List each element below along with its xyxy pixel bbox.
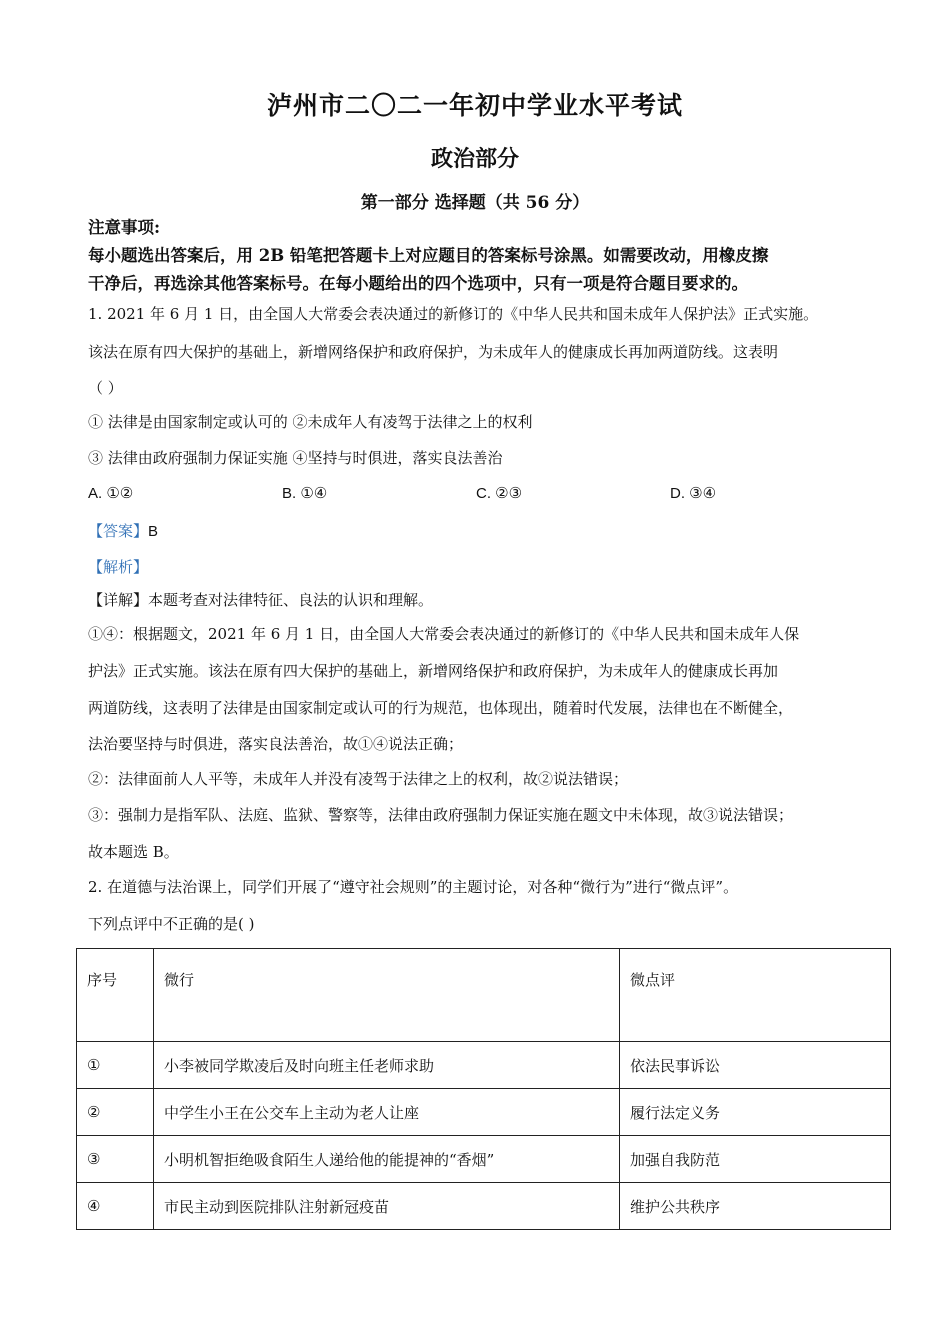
notice-line-2: 干净后，再选涂其他答案标号。在每小题给出的四个选项中，只有一项是符合题目要求的。 [88, 274, 748, 293]
q1-option-b: B. ①④ [282, 485, 328, 502]
exam-subtitle: 政治部分 [430, 146, 519, 172]
q1-statements-2: ③ 法律由政府强制力保证实施 ④坚持与时俱进，落实良法善治 [88, 449, 503, 467]
table-row [77, 1089, 891, 1136]
q1-option-a: A. ①② [88, 485, 134, 502]
q1-detail: 【详解】本题考查对法律特征、良法的认识和理解。 [88, 591, 434, 609]
table-header-row [77, 949, 891, 1042]
q1-explanation-3: 两道防线，这表明了法律是由国家制定或认可的行为规范，也体现出，随着时代发展，法律也在不断健全， [88, 699, 794, 717]
cell-index: ③ [77, 1136, 154, 1183]
cell-behavior: 小明机智拒绝吸食陌生人递给他的能提神的“香烟” [154, 1136, 620, 1183]
table-row [77, 1183, 891, 1230]
q1-explanation-4: 法治要坚持与时俱进，落实良法善治，故①④说法正确； [88, 735, 464, 753]
q1-explanation-1: ①④：根据题文，2021 年 6 月 1 日，由全国人大常委会表决通过的新修订的《中华人民共和国未成年人保 [88, 625, 800, 643]
cell-behavior: 市民主动到医院排队注射新冠疫苗 [154, 1183, 620, 1230]
header-cell-behavior: 微行 [154, 949, 620, 1042]
q1-stem-line-2: 该法在原有四大保护的基础上，新增网络保护和政府保护，为未成年人的健康成长再加两道防线。这表明 [88, 343, 779, 361]
header-cell-index: 序号 [77, 949, 154, 1042]
q1-answer-line [88, 521, 878, 542]
q2-table [76, 948, 891, 1230]
q1-explanation-5: ②：法律面前人人平等，未成年人并没有凌驾于法律之上的权利，故②说法错误； [88, 770, 629, 788]
answer-tag: 【答案】 [88, 522, 149, 540]
q1-explanation-6: ③：强制力是指军队、法庭、监狱、警察等，法律由政府强制力保证实施在题文中未体现，故③说法错误； [88, 806, 794, 824]
table-row [77, 1136, 891, 1183]
header-cell-comment: 微点评 [620, 949, 891, 1042]
exam-title: 泸州市二〇二一年初中学业水平考试 [266, 91, 683, 120]
q1-option-d: D. ③④ [670, 485, 717, 502]
cell-comment: 依法民事诉讼 [620, 1042, 891, 1089]
cell-behavior: 小李被同学欺凌后及时向班主任老师求助 [154, 1042, 620, 1089]
q1-option-c: C. ②③ [476, 485, 523, 502]
cell-comment: 维护公共秩序 [620, 1183, 891, 1230]
q1-explanation-2: 护法》正式实施。该法在原有四大保护的基础上，新增网络保护和政府保护，为未成年人的健康成长再加 [88, 662, 779, 680]
q1-statements-1: ① 法律是由国家制定或认可的 ②未成年人有凌驾于法律之上的权利 [88, 413, 533, 431]
cell-index: ② [77, 1089, 154, 1136]
cell-index: ① [77, 1042, 154, 1089]
q2-stem-line-2: 下列点评中不正确的是( ) [88, 915, 255, 933]
cell-comment: 加强自我防范 [620, 1136, 891, 1183]
q1-stem-line-1: 1. 2021 年 6 月 1 日，由全国人大常委会表决通过的新修订的《中华人民共和国未成年人保护法》正式实施。 [88, 305, 819, 323]
q2-stem-line-1: 2. 在道德与法治课上，同学们开展了“遵守社会规则”的主题讨论，对各种“微行为”进行“微点评”。 [88, 878, 739, 896]
notice-label: 注意事项: [88, 218, 161, 237]
table-row [77, 1042, 891, 1089]
cell-behavior: 中学生小王在公交车上主动为老人让座 [154, 1089, 620, 1136]
notice-line-1: 每小题选出答案后，用 2B 铅笔把答题卡上对应题目的答案标号涂黑。如需要改动，用橡皮擦 [88, 246, 769, 265]
cell-comment: 履行法定义务 [620, 1089, 891, 1136]
answer-value: B [148, 523, 159, 540]
q1-stem-line-3: （ ） [88, 379, 123, 397]
analysis-tag: 【解析】 [88, 558, 149, 576]
section-heading: 第一部分 选择题（共 56 分） [360, 193, 590, 213]
q1-explanation-7: 故本题选 B。 [88, 843, 179, 861]
cell-index: ④ [77, 1183, 154, 1230]
